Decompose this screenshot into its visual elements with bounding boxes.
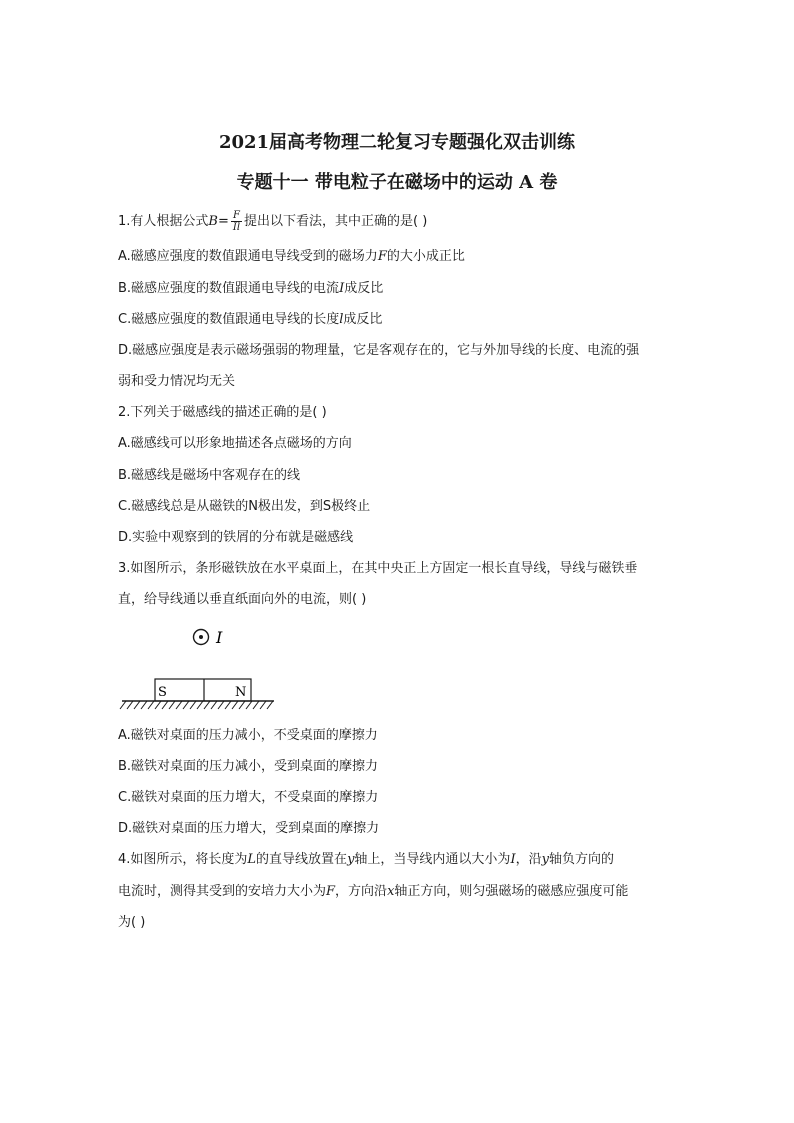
q4-text-1c: 轴上，当导线内通以大小为	[354, 852, 511, 867]
q3-option-d: D.磁铁对桌面的压力增大，受到桌面的摩擦力	[118, 821, 380, 836]
q1-option-d-line2: 弱和受力情况均无关	[118, 374, 236, 389]
q3-option-c: C.磁铁对桌面的压力增大，不受桌面的摩擦力	[118, 790, 379, 805]
table-hatch-mark	[141, 701, 147, 709]
q1-option-a-text-end: 的大小成正比	[386, 249, 465, 264]
q4-text-2b: ，方向沿	[335, 884, 388, 899]
table-hatch-mark	[204, 701, 210, 709]
q4-text-1a: 4.如图所示，将长度为	[118, 852, 248, 867]
q4-text-1d: ，沿	[515, 852, 542, 867]
q3-stem-line1: 3.如图所示，条形磁铁放在水平桌面上，在其中央正上方固定一根长直导线，导线与磁铁垂	[118, 561, 638, 576]
q4-text-1b: 的直导线放置在	[256, 852, 348, 867]
q4-var-x: x	[387, 884, 395, 899]
table-hatch-mark	[169, 701, 175, 709]
q1-formula-numerator: F	[231, 210, 242, 222]
q1-stem	[118, 210, 427, 233]
table-hatch-mark	[211, 701, 217, 709]
q3-magnet-diagram	[118, 622, 288, 714]
q1-option-c-text-end: 成反比	[343, 312, 383, 327]
table-hatch-mark	[239, 701, 245, 709]
q1-option-b-text-end: 成反比	[344, 281, 384, 296]
q4-var-f: F	[326, 884, 336, 899]
q4-var-y: y	[347, 852, 355, 867]
q3-option-b: B.磁铁对桌面的压力减小，受到桌面的摩擦力	[118, 759, 379, 774]
q1-option-b-text: B.磁感应强度的数值跟通电导线的电流	[118, 281, 340, 296]
table-hatch-mark	[162, 701, 168, 709]
table-hatch-mark	[127, 701, 133, 709]
magnet-s-pole-label: S	[158, 685, 167, 700]
table-hatch-mark	[232, 701, 238, 709]
q1-stem-text-a: 1.有人根据公式	[118, 214, 209, 229]
magnet-n-pole-label: N	[235, 685, 247, 700]
table-hatch-mark	[267, 701, 273, 709]
table-hatch-mark	[225, 701, 231, 709]
table-hatch-mark	[246, 701, 252, 709]
document-title: 2021届高考物理二轮复习专题强化双击训练	[218, 132, 576, 153]
table-hatch-mark	[155, 701, 161, 709]
q1-option-c-text: C.磁感应强度的数值跟通电导线的长度	[118, 312, 340, 327]
q2-stem: 2.下列关于磁感线的描述正确的是( )	[118, 405, 327, 420]
current-out-of-page-symbol	[194, 630, 209, 645]
q2-option-c: C.磁感线总是从磁铁的N极出发，到S极终止	[118, 499, 371, 514]
q4-stem-line1	[118, 850, 614, 870]
q4-var-i: I	[510, 852, 516, 867]
table-hatch-mark	[218, 701, 224, 709]
table-surface	[120, 701, 274, 709]
table-hatch-mark	[120, 701, 126, 709]
q1-option-b-var: I	[339, 281, 345, 296]
q1-option-a-var: F	[377, 249, 387, 264]
q4-text-2a: 电流时，测得其受到的安培力大小为	[118, 884, 327, 899]
q1-option-a-text: A.磁感应强度的数值跟通电导线受到的磁场力	[118, 249, 378, 264]
q4-stem-line2	[118, 882, 628, 902]
table-hatch-mark	[148, 701, 154, 709]
q3-magnet-figure	[118, 622, 288, 718]
table-hatch-mark	[197, 701, 203, 709]
q4-stem-line3: 为( )	[118, 915, 146, 930]
q2-option-d: D.实验中观察到的铁屑的分布就是磁感线	[118, 530, 354, 545]
table-hatch-mark	[260, 701, 266, 709]
q1-formula-b: B	[208, 214, 218, 229]
q2-option-b: B.磁感线是磁场中客观存在的线	[118, 468, 301, 483]
q1-formula-denominator: Il	[232, 222, 241, 233]
table-hatch-mark	[134, 701, 140, 709]
q4-var-y2: y	[541, 852, 549, 867]
document-subtitle: 专题十一 带电粒子在磁场中的运动 A 卷	[236, 172, 558, 193]
q1-option-c	[118, 310, 382, 330]
q3-option-a: A.磁铁对桌面的压力减小，不受桌面的摩擦力	[118, 728, 378, 743]
q1-stem-text-b: 提出以下看法，其中正确的是( )	[244, 214, 428, 229]
table-hatch-mark	[253, 701, 259, 709]
table-hatch-mark	[183, 701, 189, 709]
q1-option-a	[118, 247, 465, 267]
current-label: I	[216, 628, 223, 647]
q1-option-d-line1: D.磁感应强度是表示磁场强弱的物理量，它是客观存在的，它与外加导线的长度、电流的强	[118, 343, 640, 358]
table-hatch-mark	[176, 701, 182, 709]
q1-option-b	[118, 279, 383, 299]
q2-option-a: A.磁感线可以形象地描述各点磁场的方向	[118, 436, 352, 451]
q4-text-2c: 轴正方向，则匀强磁场的磁感应强度可能	[394, 884, 629, 899]
q1-option-c-var: l	[339, 312, 344, 327]
table-hatch-mark	[190, 701, 196, 709]
q4-text-1e: 轴负方向的	[548, 852, 614, 867]
q1-formula-fraction	[231, 210, 242, 233]
q4-var-l: L	[247, 852, 257, 867]
q1-formula-eq: =	[217, 214, 229, 229]
q3-stem-line2: 直，给导线通以垂直纸面向外的电流，则( )	[118, 592, 367, 607]
